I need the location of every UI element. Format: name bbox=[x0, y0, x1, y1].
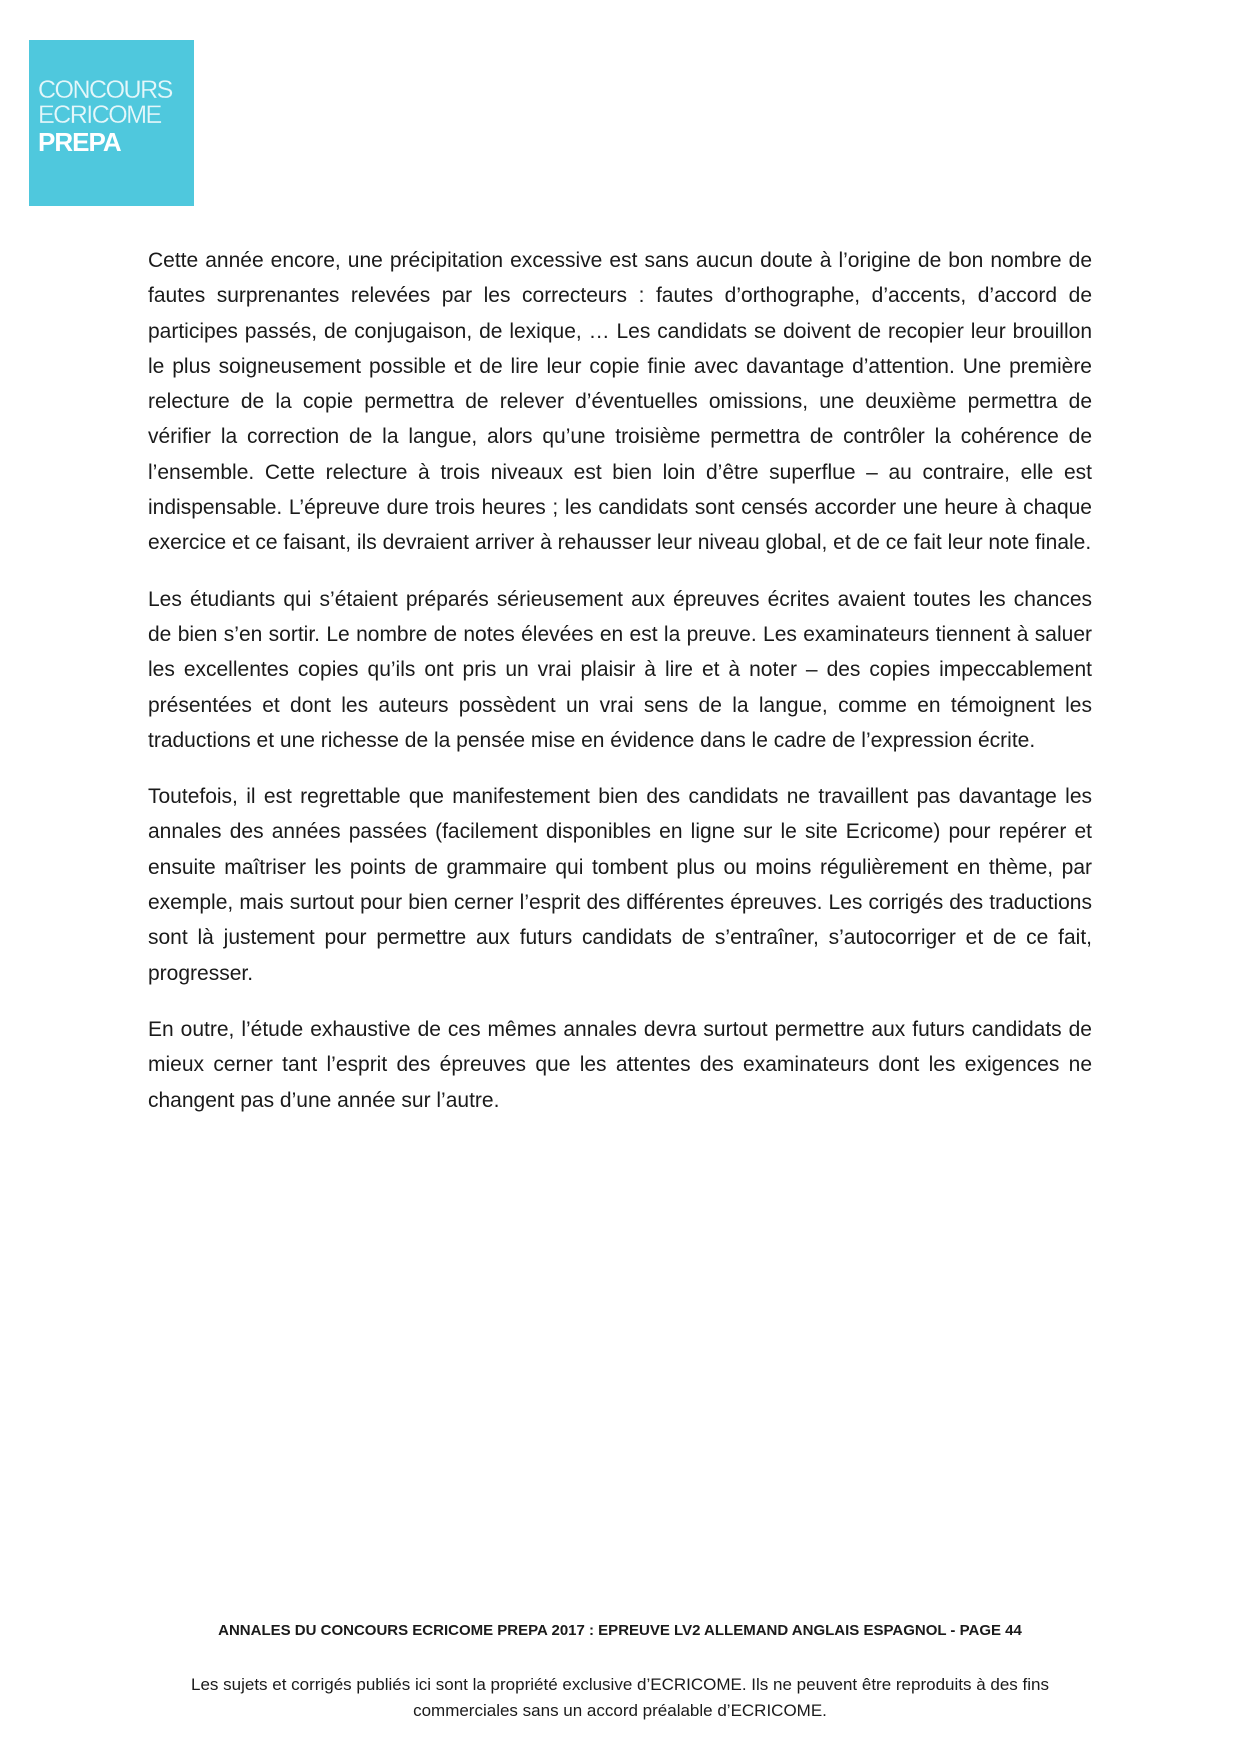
paragraph-examiner-expectations: En outre, l’étude exhaustive de ces mêmes annales devra surtout permettre aux futurs candidats de mieux cerner tant l’esprit des épreuves que les attentes des examinateurs dont les exigences ne changent pas d’une année sur l’autre. bbox=[148, 1017, 1092, 1112]
logo-line-concours: CONCOURS bbox=[38, 76, 172, 104]
paragraph-good-results: Les étudiants qui s’étaient préparés sérieusement aux épreuves écrites avaient toutes les chances de bien s’en sortir. Le nombre de notes élevées en est la preuve. Les examinateurs tiennent à saluer les excellentes copies qu’ils ont pris un vrai plaisir à lire et à noter – des copies impeccablement présentées et dont les auteurs possèdent un vrai sens de la langue, comme en témoignent les traductions et une richesse de la pensée mise en évidence dans le cadre de l’expression écrite. bbox=[148, 587, 1092, 752]
page-footer-title: ANNALES DU CONCOURS ECRICOME PREPA 2017 : EPREUVE LV2 ALLEMAND ANGLAIS ESPAGNOL - PAGE 44 bbox=[218, 1622, 1022, 1639]
concours-ecricome-prepa-logo bbox=[29, 40, 194, 206]
report-body bbox=[148, 243, 1092, 1139]
logo-line-ecricome: ECRICOME bbox=[38, 101, 161, 129]
paragraph-past-papers: Toutefois, il est regrettable que manifestement bien des candidats ne travaillent pas davantage les annales des années passées (facilement disponibles en ligne sur le site Ecricome) pour repérer et ensuite maîtriser les points de grammaire qui tombent plus ou moins régulièrement en thème, par exemple, mais surtout pour bien cerner l’esprit des différentes épreuves. Les corrigés des traductions sont là justement pour permettre aux futurs candidats de s’entraîner, s’autocorriger et de ce fait, progresser. bbox=[148, 785, 1092, 985]
logo-line-prepa: PREPA bbox=[38, 127, 121, 157]
paragraph-proofreading: Cette année encore, une précipitation excessive est sans aucun doute à l’origine de bon nombre de fautes surprenantes relevées par les correcteurs : fautes d’orthographe, d’accents, d’accord de participes passés, de conjugaison, de lexique, … Les candidats se doivent de recopier leur brouillon le plus soigneusement possible et de lire leur copie finie avec davantage d’attention. Une première relecture de la copie permettra de relever d’éventuelles omissions, une deuxième permettra de vérifier la correction de la langue, alors qu’une troisième permettra de contrôler la cohérence de l’ensemble. Cette relecture à trois niveaux est bien loin d’être superflue – au contraire, elle est indispensable. L’épreuve dure trois heures ; les candidats sont censés accorder une heure à chaque exercice et ce faisant, ils devraient arriver à rehausser leur niveau global, et de ce fait leur note finale. bbox=[148, 249, 1092, 555]
copyright-notice: Les sujets et corrigés publiés ici sont la propriété exclusive d’ECRICOME. Ils ne peuvent être reproduits à des fins commerciales sans un accord préalable d’ECRICOME. bbox=[191, 1675, 1049, 1720]
